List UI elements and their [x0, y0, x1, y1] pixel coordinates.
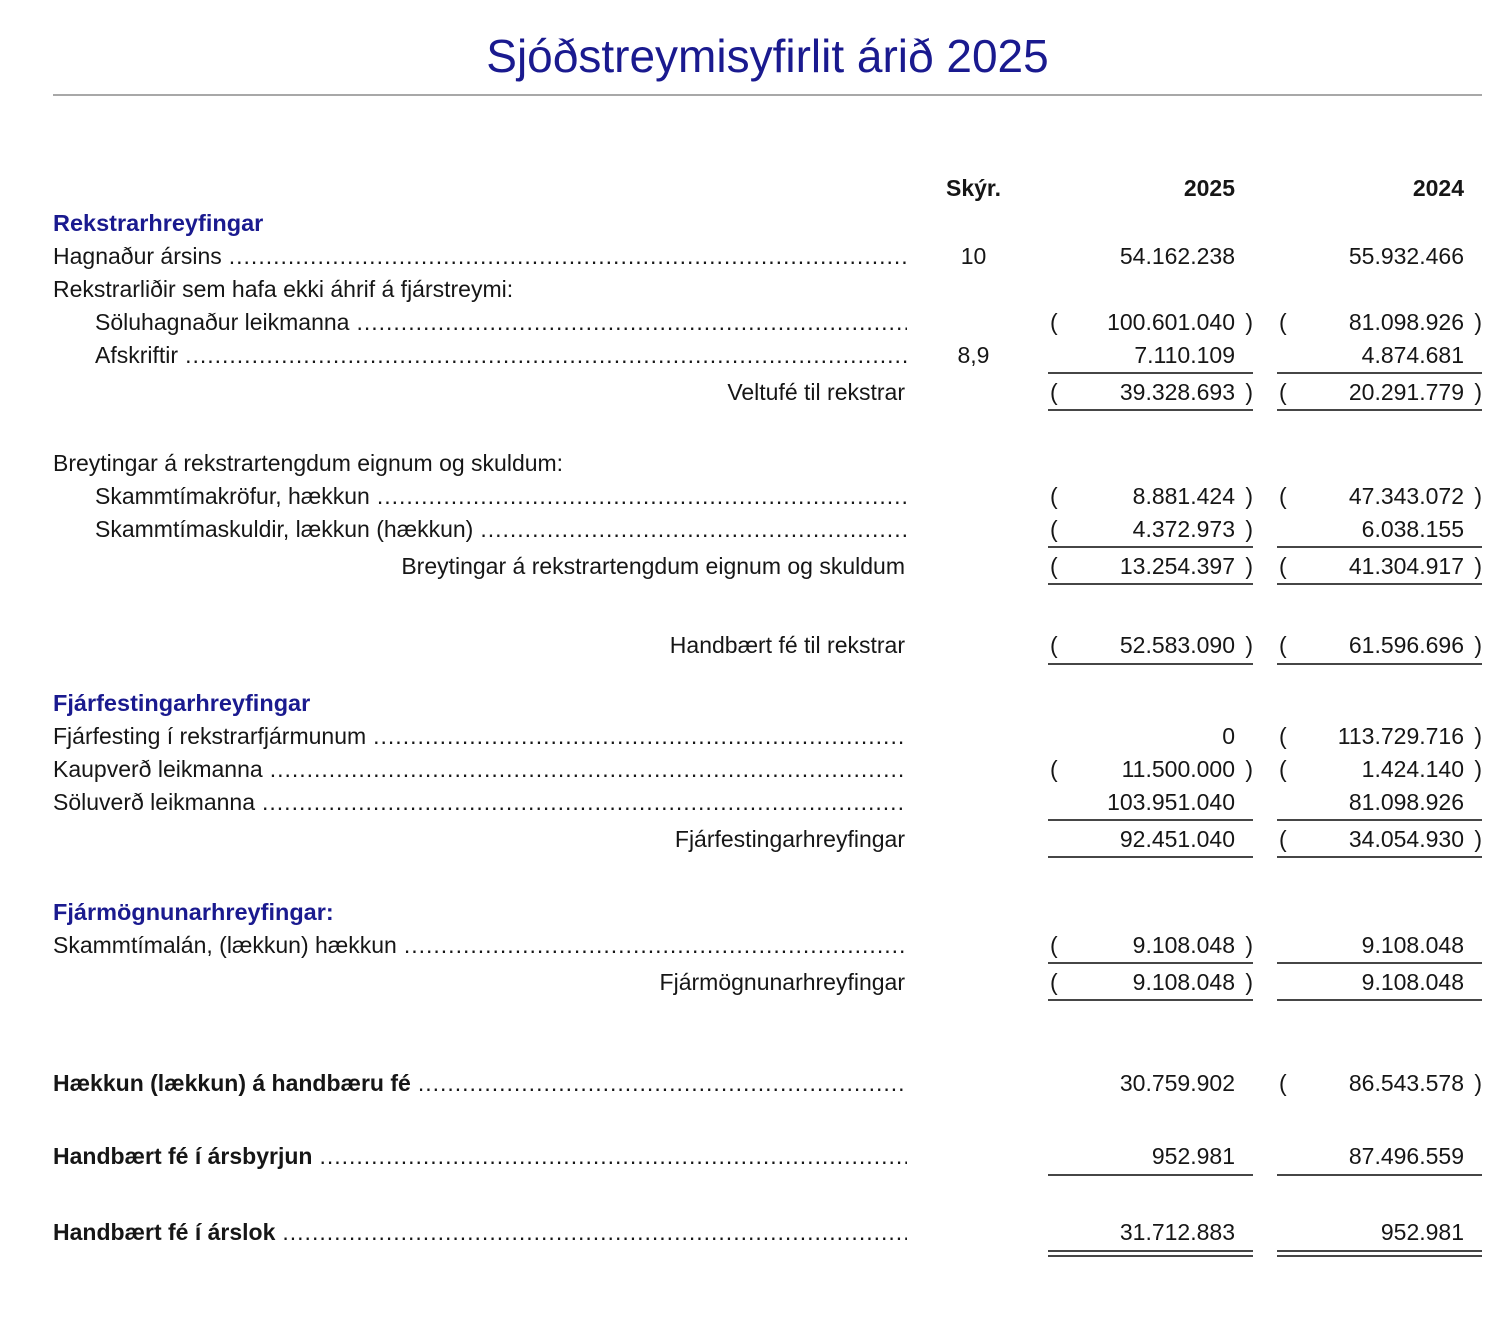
- row-label-area: [53, 720, 907, 752]
- paren-open: (: [1050, 483, 1058, 509]
- value-2024: [1277, 480, 1482, 512]
- row-label-area: [53, 629, 907, 661]
- value-2025: [1048, 306, 1253, 338]
- row-label: Breytingar á rekstrartengdum eignum og skuldum: [401, 553, 905, 579]
- statement-rows: [53, 207, 1482, 1252]
- value-2025: [1048, 753, 1253, 785]
- paren-open: (: [1050, 932, 1058, 958]
- paren-close: ): [1474, 483, 1482, 509]
- value-2024: [1277, 786, 1482, 818]
- value-2024: [1277, 306, 1482, 338]
- row-label: Söluverð leikmanna: [53, 789, 256, 815]
- amount: 92.451.040: [1119, 826, 1235, 852]
- amount: 47.343.072: [1348, 483, 1464, 509]
- amount: 41.304.917: [1348, 553, 1464, 579]
- row-subtotal: [53, 372, 1482, 411]
- paren-open: (: [1279, 553, 1287, 579]
- paren-open: (: [1050, 516, 1058, 542]
- amount: 20.291.779: [1348, 379, 1464, 405]
- row-label: Fjármögnunarhreyfingar: [659, 969, 905, 995]
- amount: 31.712.883: [1119, 1219, 1235, 1245]
- row-label: Skammtímakröfur, hækkun: [95, 483, 370, 509]
- row-label: Rekstrarliðir sem hafa ekki áhrif á fjárstreymi:: [53, 276, 514, 302]
- page-title: Sjóðstreymisyfirlit árið 2025: [486, 30, 1049, 82]
- paren-close: ): [1245, 756, 1253, 782]
- row-label-area: [53, 786, 907, 818]
- row-label: Fjárfestingarhreyfingar: [674, 826, 905, 852]
- value-2024: [1277, 1140, 1482, 1176]
- amount: 113.729.716: [1337, 723, 1464, 749]
- paren-open: (: [1050, 553, 1058, 579]
- cash-flow-statement: [53, 172, 1482, 1252]
- value-2025: [1048, 929, 1253, 961]
- value-2024: [1277, 962, 1482, 1001]
- paren-close: ): [1474, 723, 1482, 749]
- paren-close: ): [1474, 309, 1482, 335]
- value-2024: [1277, 1216, 1482, 1252]
- value-2025: [1048, 372, 1253, 411]
- row-item: [53, 1067, 1482, 1100]
- amount: 6.038.155: [1361, 516, 1464, 542]
- amount: 52.583.090: [1119, 632, 1235, 658]
- row-label: Rekstrarhreyfingar: [53, 210, 264, 236]
- value-2024: [1277, 240, 1482, 272]
- column-header-row: [53, 172, 1482, 205]
- row-label-area: [53, 929, 907, 961]
- value-2024: [1277, 929, 1482, 961]
- row-text: [53, 447, 1482, 480]
- row-label-area: [53, 1140, 907, 1172]
- dotted-leader: [282, 1216, 907, 1248]
- row-label: Fjárfestingarhreyfingar: [53, 690, 311, 716]
- amount: 4.874.681: [1361, 342, 1464, 368]
- row-label-area: [53, 550, 907, 582]
- row-label-area: [53, 753, 907, 785]
- paren-open: (: [1279, 632, 1287, 658]
- value-2025: [1048, 629, 1253, 665]
- note-ref: 8,9: [957, 342, 990, 368]
- row-subtotal: [53, 546, 1482, 585]
- paren-open: (: [1279, 483, 1287, 509]
- row-label-area: [53, 240, 907, 272]
- row-label-area: [53, 1067, 907, 1099]
- row-label: Veltufé til rekstrar: [727, 379, 905, 405]
- row-label-area: [53, 513, 907, 545]
- amount: 9.108.048: [1132, 969, 1235, 995]
- row-subtotal: [53, 962, 1482, 1001]
- dotted-leader: [262, 786, 907, 818]
- paren-open: (: [1279, 379, 1287, 405]
- value-2025: [1048, 720, 1253, 752]
- paren-open: (: [1050, 756, 1058, 782]
- value-2024: [1277, 513, 1482, 545]
- dotted-leader: [480, 513, 907, 545]
- paren-close: ): [1474, 553, 1482, 579]
- value-2025: [1048, 513, 1253, 545]
- paren-close: ): [1245, 632, 1253, 658]
- dotted-leader: [404, 929, 907, 961]
- row-item: [53, 513, 1482, 546]
- row-section: [53, 687, 1482, 720]
- amount: 61.596.696: [1348, 632, 1464, 658]
- note-ref: 10: [960, 243, 987, 269]
- dotted-leader: [319, 1140, 907, 1172]
- value-2025: [1048, 819, 1253, 858]
- row-item: [53, 929, 1482, 962]
- column-header-note: Skýr.: [946, 175, 1001, 201]
- row-label: Hagnaður ársins: [53, 243, 222, 269]
- amount: 9.108.048: [1361, 969, 1464, 995]
- value-2025: [1048, 240, 1253, 272]
- paren-close: ): [1474, 1070, 1482, 1096]
- row-item: [53, 753, 1482, 786]
- row-item: [53, 480, 1482, 513]
- dotted-leader: [373, 720, 907, 752]
- paren-close: ): [1474, 379, 1482, 405]
- paren-open: (: [1279, 1070, 1287, 1096]
- amount: 34.054.930: [1348, 826, 1464, 852]
- dotted-leader: [418, 1067, 907, 1099]
- row-label: Breytingar á rekstrartengdum eignum og skuldum:: [53, 450, 564, 476]
- value-2024: [1277, 546, 1482, 585]
- row-label: Handbært fé til rekstrar: [669, 632, 905, 658]
- amount: 11.500.000: [1121, 756, 1235, 782]
- column-header-2025: [1048, 172, 1253, 204]
- row-section: [53, 896, 1482, 929]
- dotted-leader: [270, 753, 907, 785]
- row-label: Söluhagnaður leikmanna: [95, 309, 350, 335]
- amount: 9.108.048: [1361, 932, 1464, 958]
- amount: 81.098.926: [1348, 309, 1464, 335]
- paren-close: ): [1245, 516, 1253, 542]
- row-label: Skammtímalán, (lækkun) hækkun: [53, 932, 397, 958]
- paren-open: (: [1279, 723, 1287, 749]
- row-label: Skammtímaskuldir, lækkun (hækkun): [95, 516, 474, 542]
- value-2024: [1277, 720, 1482, 752]
- row-text: [53, 273, 1482, 306]
- dotted-leader: [356, 306, 907, 338]
- amount: 1.424.140: [1361, 756, 1464, 782]
- paren-open: (: [1050, 969, 1058, 995]
- amount: 100.601.040: [1107, 309, 1235, 335]
- paren-open: (: [1050, 309, 1058, 335]
- row-label: Fjármögnunarhreyfingar:: [53, 899, 334, 925]
- row-section: [53, 207, 1482, 240]
- value-2024: [1277, 1067, 1482, 1099]
- value-2025: [1048, 546, 1253, 585]
- row-item: [53, 306, 1482, 339]
- row-item: [53, 339, 1482, 372]
- value-2025: [1048, 1216, 1253, 1252]
- amount: 4.372.973: [1132, 516, 1235, 542]
- paren-close: ): [1245, 553, 1253, 579]
- title-divider: [53, 94, 1482, 96]
- row-label-area: [53, 966, 907, 998]
- value-2024: [1277, 629, 1482, 665]
- row-label-area: [53, 207, 1482, 239]
- row-label-area: [53, 687, 1482, 719]
- amount: 81.098.926: [1348, 789, 1464, 815]
- row-item: [53, 240, 1482, 273]
- row-label: Fjárfesting í rekstrarfjármunum: [53, 723, 367, 749]
- amount: 39.328.693: [1119, 379, 1235, 405]
- value-2025: [1048, 1067, 1253, 1099]
- amount: 0: [1222, 723, 1235, 749]
- amount: 87.496.559: [1348, 1143, 1464, 1169]
- amount: 13.254.397: [1119, 553, 1235, 579]
- paren-close: ): [1474, 632, 1482, 658]
- amount: 8.881.424: [1132, 483, 1235, 509]
- value-2024: [1277, 339, 1482, 371]
- paren-close: ): [1474, 826, 1482, 852]
- value-2025: [1048, 480, 1253, 512]
- value-2024: [1277, 753, 1482, 785]
- amount: 952.981: [1151, 1143, 1235, 1169]
- dotted-leader: [229, 240, 907, 272]
- paren-open: (: [1050, 632, 1058, 658]
- row-subtotal: [53, 629, 1482, 665]
- value-2025: [1048, 786, 1253, 818]
- value-2024: [1277, 819, 1482, 858]
- paren-close: ): [1474, 756, 1482, 782]
- amount: 952.981: [1380, 1219, 1464, 1245]
- row-label-area: [53, 480, 907, 512]
- value-2025: [1048, 339, 1253, 371]
- row-label-area: [53, 447, 1482, 479]
- amount: 7.110.109: [1134, 342, 1235, 368]
- year-label-2025: 2025: [1183, 175, 1235, 201]
- row-item: [53, 786, 1482, 819]
- amount: 9.108.048: [1132, 932, 1235, 958]
- paren-close: ): [1245, 969, 1253, 995]
- row-subtotal: [53, 819, 1482, 858]
- paren-open: (: [1279, 756, 1287, 782]
- row-label-area: [53, 896, 1482, 928]
- year-label-2024: 2024: [1412, 175, 1464, 201]
- paren-close: ): [1245, 309, 1253, 335]
- row-item: [53, 720, 1482, 753]
- row-label-area: [53, 1216, 907, 1248]
- row-label-area: [53, 376, 907, 408]
- row-label-area: [53, 823, 907, 855]
- row-label: Hækkun (lækkun) á handbæru fé: [53, 1070, 411, 1096]
- amount: 30.759.902: [1119, 1070, 1235, 1096]
- paren-close: ): [1245, 483, 1253, 509]
- row-label: Handbært fé í árslok: [53, 1219, 276, 1245]
- row-item: [53, 1140, 1482, 1176]
- column-header-2024: [1277, 172, 1482, 204]
- value-2024: [1277, 372, 1482, 411]
- row-label-area: [53, 306, 907, 338]
- row-label-area: [53, 339, 907, 371]
- row-item: [53, 1216, 1482, 1252]
- value-2025: [1048, 1140, 1253, 1176]
- paren-close: ): [1245, 932, 1253, 958]
- row-label: Kaupverð leikmanna: [53, 756, 263, 782]
- paren-open: (: [1279, 309, 1287, 335]
- paren-close: ): [1245, 379, 1253, 405]
- value-2025: [1048, 962, 1253, 1001]
- amount: 54.162.238: [1119, 243, 1235, 269]
- amount: 55.932.466: [1348, 243, 1464, 269]
- amount: 103.951.040: [1107, 789, 1235, 815]
- dotted-leader: [185, 339, 907, 371]
- row-label: Afskriftir: [95, 342, 179, 368]
- paren-open: (: [1279, 826, 1287, 852]
- paren-open: (: [1050, 379, 1058, 405]
- row-label: Handbært fé í ársbyrjun: [53, 1143, 313, 1169]
- amount: 86.543.578: [1348, 1070, 1464, 1096]
- row-label-area: [53, 273, 1482, 305]
- dotted-leader: [377, 480, 907, 512]
